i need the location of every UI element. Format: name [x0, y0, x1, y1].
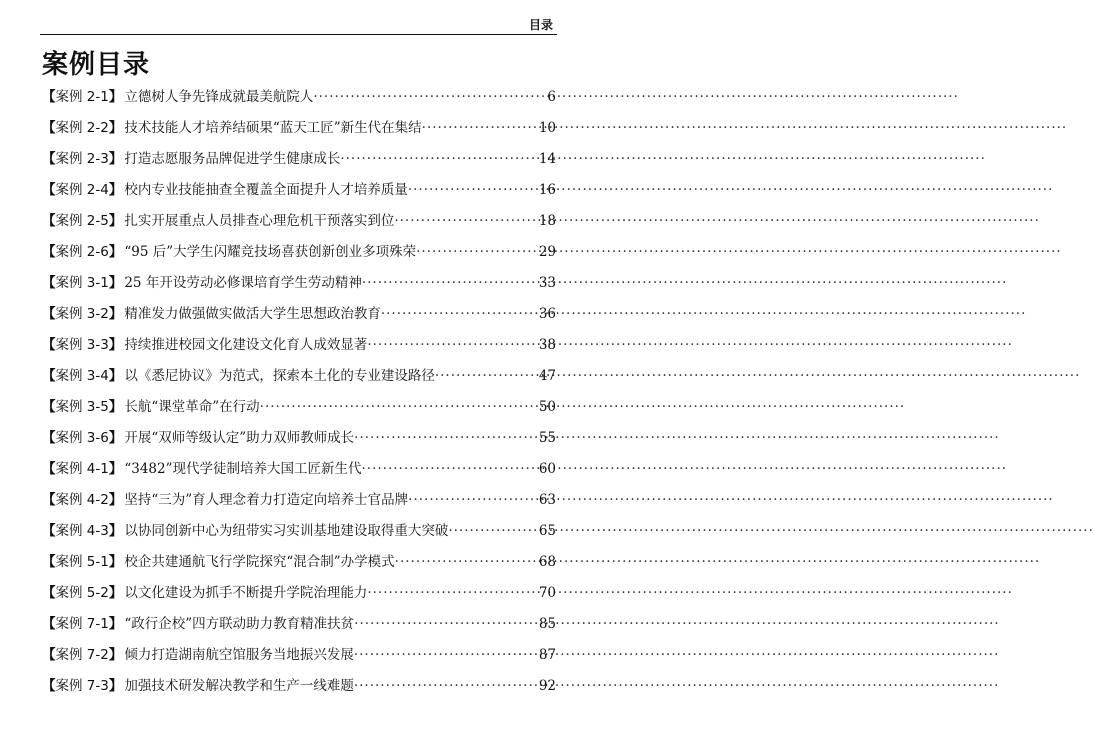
toc-entry-page-number: 10 [538, 120, 556, 136]
toc-entry[interactable] [42, 330, 556, 361]
toc-entry-title: 持续推进校园文化建设文化育人成效显著 [124, 337, 368, 353]
toc-dot-leader [354, 671, 539, 702]
toc-entry[interactable] [42, 144, 556, 175]
toc-entry-page-number: 92 [538, 678, 556, 694]
toc-entry-code: 【案例 4-1】 [42, 461, 123, 477]
toc-entry-code: 【案例 7-3】 [42, 678, 123, 694]
toc-entry-code: 【案例 5-1】 [42, 554, 123, 570]
toc-entry[interactable] [42, 578, 556, 609]
page-title: 案例目录 [42, 50, 151, 80]
toc-entry-page-number: 38 [538, 337, 556, 353]
toc-entry-page-number: 70 [538, 585, 556, 601]
toc-entry-page-number: 6 [547, 89, 556, 105]
toc-entry-title: 以《悉尼协议》为范式，探索本土化的专业建设路径 [124, 368, 435, 384]
toc-entry-page-number: 63 [538, 492, 556, 508]
toc-entry-page-number: 29 [538, 244, 556, 260]
toc-entry-page-number: 33 [538, 275, 556, 291]
toc-dot-leader [362, 454, 539, 485]
toc-entry-title: 倾力打造湖南航空馆服务当地振兴发展 [124, 647, 354, 663]
running-header: 目录 [528, 18, 553, 32]
toc-entry-title: 开展“双师等级认定”助力双师教师成长 [124, 430, 355, 446]
toc-entry-title: 扎实开展重点人员排查心理危机干预落实到位 [124, 213, 395, 229]
toc-entry-title: 打造志愿服务品牌促进学生健康成长 [124, 151, 341, 167]
toc-entry-title: “政行企校”四方联动助力教育精准扶贫 [124, 616, 355, 632]
toc-entry-title: 以协同创新中心为纽带实习实训基地建设取得重大突破 [124, 523, 449, 539]
toc-entry-code: 【案例 4-3】 [42, 523, 123, 539]
toc-dot-leader [260, 392, 539, 423]
toc-entry-code: 【案例 3-4】 [42, 368, 123, 384]
toc-entry-page-number: 50 [538, 399, 556, 415]
toc-dot-leader [354, 423, 539, 454]
toc-entry[interactable] [42, 268, 556, 299]
toc-entry-page-number: 60 [538, 461, 556, 477]
toc-entry-title: 以文化建设为抓手不断提升学院治理能力 [124, 585, 368, 601]
toc-entry[interactable] [42, 640, 556, 671]
toc-entry-title: 长航“课堂革命”在行动 [124, 399, 260, 415]
toc-entry-page-number: 36 [538, 306, 556, 322]
toc-dot-leader [367, 330, 538, 361]
toc-entry-code: 【案例 3-3】 [42, 337, 123, 353]
toc-entry-title: 技术技能人才培养结硕果“蓝天工匠”新生代在集结 [124, 120, 422, 136]
toc-entry-title: 坚持“三为”育人理念着力打造定向培养士官品牌 [124, 492, 409, 508]
toc-entry-title: 加强技术研发解决教学和生产一线难题 [124, 678, 354, 694]
toc-entry[interactable] [42, 82, 556, 113]
toc-entry-code: 【案例 7-1】 [42, 616, 123, 632]
toc-dot-leader [354, 640, 539, 671]
toc-entry-code: 【案例 3-1】 [42, 275, 123, 291]
toc-entry-page-number: 65 [538, 523, 556, 539]
toc-entry-code: 【案例 2-4】 [42, 182, 123, 198]
toc-entry[interactable] [42, 361, 556, 392]
toc-entry-code: 【案例 3-6】 [42, 430, 123, 446]
toc-entry-code: 【案例 2-2】 [42, 120, 123, 136]
toc-entry[interactable] [42, 609, 556, 640]
toc-dot-leader [367, 578, 538, 609]
toc-entry-title: “3482”现代学徒制培养大国工匠新生代 [124, 461, 362, 477]
toc-entry[interactable] [42, 237, 556, 268]
toc-dot-leader [408, 485, 539, 516]
toc-entry[interactable] [42, 423, 556, 454]
header-divider [40, 34, 557, 35]
toc-entry-code: 【案例 2-5】 [42, 213, 123, 229]
toc-entry[interactable] [42, 516, 556, 547]
toc-entry-code: 【案例 3-2】 [42, 306, 123, 322]
toc-entry-page-number: 68 [538, 554, 556, 570]
toc-dot-leader [448, 516, 538, 547]
toc-entry-page-number: 16 [538, 182, 556, 198]
toc-dot-leader [435, 361, 539, 392]
toc-dot-leader [395, 547, 539, 578]
toc-dot-leader [313, 82, 547, 113]
toc-entry[interactable] [42, 113, 556, 144]
toc-entry[interactable] [42, 485, 556, 516]
toc-dot-leader [340, 144, 538, 175]
toc-entry[interactable] [42, 454, 556, 485]
toc-entry-code: 【案例 2-6】 [42, 244, 123, 260]
toc-entry-title: 立德树人争先锋成就最美航院人 [124, 89, 314, 105]
toc-entry-page-number: 85 [538, 616, 556, 632]
toc-entry-title: 25 年开设劳动必修课培育学生劳动精神 [124, 275, 362, 291]
toc-entry-title: 校内专业技能抽查全覆盖全面提升人才培养质量 [124, 182, 408, 198]
toc-entry-code: 【案例 2-3】 [42, 151, 123, 167]
toc-dot-leader [362, 268, 539, 299]
toc-entry-title: 校企共建通航飞行学院探究“混合制”办学模式 [124, 554, 395, 570]
toc-entry[interactable] [42, 392, 556, 423]
toc-dot-leader [422, 113, 539, 144]
toc-entry[interactable] [42, 547, 556, 578]
toc-entry-page-number: 47 [538, 368, 556, 384]
toc-entry-title: “95 后”大学生闪耀竞技场喜获创新创业多项殊荣 [124, 244, 417, 260]
toc-dot-leader [408, 175, 539, 206]
toc-entry[interactable] [42, 671, 556, 702]
toc-dot-leader [381, 299, 539, 330]
toc-entry[interactable] [42, 175, 556, 206]
toc-entry-code: 【案例 5-2】 [42, 585, 123, 601]
toc-list [42, 82, 556, 702]
toc-dot-leader [354, 609, 539, 640]
toc-entry-code: 【案例 3-5】 [42, 399, 123, 415]
toc-entry-title: 精准发力做强做实做活大学生思想政治教育 [124, 306, 381, 322]
toc-entry-code: 【案例 2-1】 [42, 89, 123, 105]
toc-entry-code: 【案例 4-2】 [42, 492, 123, 508]
toc-entry-page-number: 14 [538, 151, 556, 167]
toc-entry[interactable] [42, 299, 556, 330]
toc-dot-leader [416, 237, 539, 268]
toc-entry-page-number: 87 [538, 647, 556, 663]
toc-entry-code: 【案例 7-2】 [42, 647, 123, 663]
toc-dot-leader [394, 206, 538, 237]
toc-entry[interactable] [42, 206, 556, 237]
toc-entry-page-number: 18 [538, 213, 556, 229]
toc-entry-page-number: 55 [538, 430, 556, 446]
